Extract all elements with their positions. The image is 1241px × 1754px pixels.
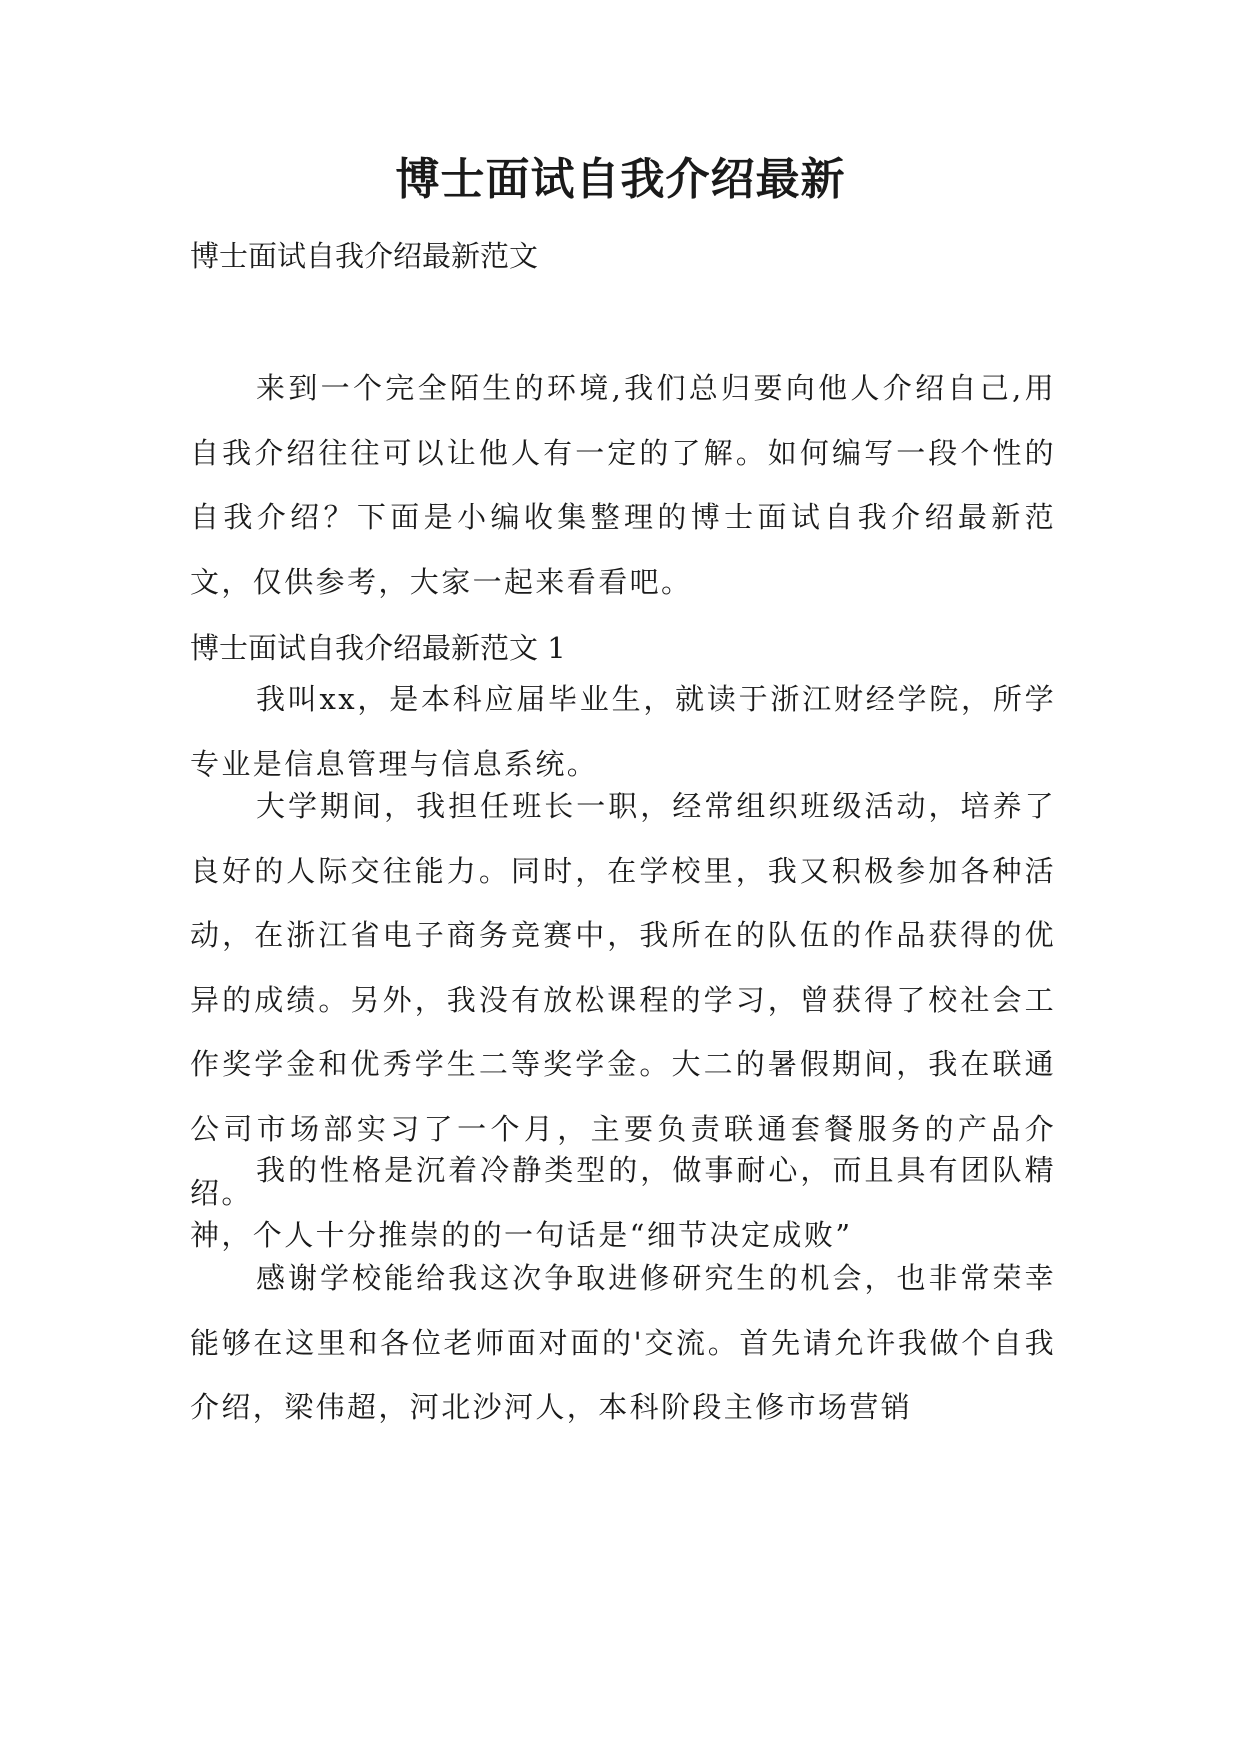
body-paragraph: 我的性格是沉着冷静类型的，做事耐心，而且具有团队精神，个人十分推崇的的一句话是“细节决定成败” <box>190 1153 1056 1252</box>
body-paragraph: 我叫xx，是本科应届毕业生，就读于浙江财经学院，所学专业是信息管理与信息系统。 <box>190 682 1056 781</box>
body-paragraph: 感谢学校能给我这次争取进修研究生的机会，也非常荣幸能够在这里和各位老师面对面的'交流。首先请允许我做个自我介绍，梁伟超，河北沙河人，本科阶段主修市场营销 <box>190 1261 1056 1424</box>
body-paragraph: 大学期间，我担任班长一职，经常组织班级活动，培养了良好的人际交往能力。同时，在学校里，我又积极参加各种活动，在浙江省电子商务竞赛中，我所在的队伍的作品获得的优异的成绩。另外，我没有放松课程的学习，曾获得了校社会工作奖学金和优秀学生二等奖学金。大二的暑假期间，我在联通公司市场部实习了一个月，主要负责联通套餐服务的产品介绍。 <box>190 789 1056 1210</box>
document-title: 博士面试自我介绍最新 <box>395 154 846 205</box>
section-heading: 博士面试自我介绍最新范文 1 <box>190 631 566 665</box>
document-subtitle: 博士面试自我介绍最新范文 <box>190 239 539 273</box>
intro-paragraph: 来到一个完全陌生的环境,我们总归要向他人介绍自己,用自我介绍往往可以让他人有一定的了解。如何编写一段个性的自我介绍？下面是小编收集整理的博士面试自我介绍最新范文，仅供参考，大家一起来看看吧。 <box>190 371 1056 599</box>
